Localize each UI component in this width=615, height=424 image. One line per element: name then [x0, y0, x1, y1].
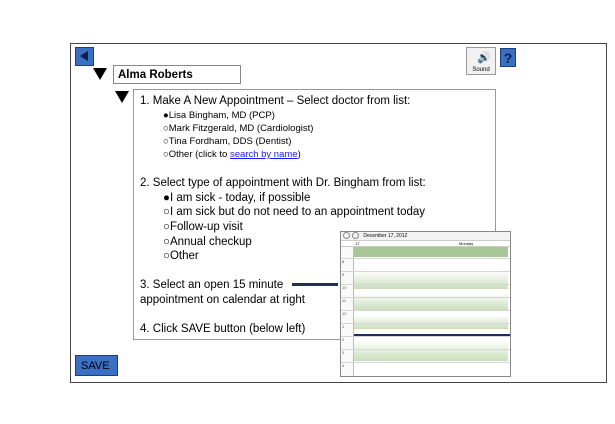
- radio-selected-icon: ●: [163, 110, 169, 121]
- speaker-icon: 🔊: [477, 52, 491, 64]
- hour-label: 11: [342, 298, 347, 303]
- hour-gridline: [341, 310, 510, 311]
- type-option-follow-up[interactable]: [163, 221, 243, 233]
- hour-label: 3: [342, 350, 345, 355]
- doctor-option-fitzgerald[interactable]: [163, 123, 313, 134]
- step-1-heading: 1. Make A New Appointment – Select doctor from list:: [140, 95, 411, 107]
- next-day-icon[interactable]: [352, 232, 359, 239]
- collapse-steps-triangle-icon[interactable]: [115, 91, 129, 103]
- type-label: Follow-up visit: [169, 221, 243, 233]
- type-option-other[interactable]: [163, 250, 199, 262]
- calendar-day-name: Monday: [459, 241, 474, 246]
- hour-gridline: [341, 258, 510, 259]
- step-4-heading: 4. Click SAVE button (below left): [140, 323, 306, 335]
- doctor-label: Tina Fordham, DDS (Dentist): [168, 136, 292, 147]
- other-label: ○Other (click to: [163, 149, 230, 160]
- collapse-patient-triangle-icon[interactable]: [93, 68, 107, 80]
- calendar-widget[interactable]: [340, 231, 511, 377]
- booked-slot[interactable]: [354, 247, 508, 257]
- hour-gridline: [341, 349, 510, 350]
- patient-name-field: Alma Roberts: [113, 65, 241, 84]
- hour-label: 9: [342, 272, 345, 277]
- booked-slot[interactable]: [354, 315, 508, 329]
- hour-gridline: [341, 323, 510, 324]
- radio-empty-icon: ○: [163, 206, 170, 218]
- booked-slot[interactable]: [354, 340, 508, 361]
- hour-gridline: [341, 284, 510, 285]
- type-label: I am sick but do not need to an appointment today: [169, 206, 426, 218]
- hour-label: 4: [342, 363, 345, 368]
- hour-label: 12: [342, 311, 347, 316]
- hour-gridline: [341, 336, 510, 337]
- calendar-date: December 17, 2012: [363, 233, 408, 239]
- sound-button[interactable]: [466, 47, 496, 75]
- radio-empty-icon: ○: [163, 250, 170, 262]
- prev-day-icon[interactable]: [343, 232, 350, 239]
- hour-label: 1: [342, 324, 345, 329]
- hour-gridline: [341, 271, 510, 272]
- back-arrow-icon[interactable]: [75, 47, 94, 66]
- radio-empty-icon: ○: [163, 236, 170, 248]
- doctor-label: Mark Fitzgerald, MD (Cardiologist): [168, 123, 314, 134]
- step-2-heading: 2. Select type of appointment with Dr. Bingham from list:: [140, 177, 426, 189]
- calendar-header: [341, 232, 510, 241]
- radio-empty-icon: ○: [163, 136, 169, 147]
- time-gutter: [341, 247, 354, 376]
- radio-selected-icon: ●: [163, 192, 170, 204]
- search-by-name-link[interactable]: search by name: [229, 149, 298, 160]
- booked-slot[interactable]: [354, 271, 508, 289]
- doctor-label: Lisa Bingham, MD (PCP): [168, 110, 275, 121]
- booked-slot[interactable]: [354, 293, 508, 310]
- type-option-annual-checkup[interactable]: [163, 236, 252, 248]
- hour-label: 10: [342, 285, 347, 290]
- pointer-line: [292, 283, 338, 286]
- hour-gridline: [341, 362, 510, 363]
- type-label: Annual checkup: [169, 236, 252, 248]
- type-option-sick-today[interactable]: [163, 192, 310, 204]
- calendar-day-number: 17: [355, 241, 360, 246]
- type-label: I am sick - today, if possible: [169, 192, 311, 204]
- save-button[interactable]: SAVE: [75, 355, 118, 376]
- type-label: Other: [169, 250, 199, 262]
- radio-empty-icon: ○: [163, 123, 169, 134]
- hour-label: 2: [342, 337, 345, 342]
- step-3-line-1: 3. Select an open 15 minute: [140, 279, 284, 291]
- doctor-option-bingham[interactable]: [163, 110, 275, 121]
- help-button[interactable]: ?: [500, 48, 516, 67]
- radio-empty-icon: ○: [163, 221, 170, 233]
- step-3-line-2: appointment on calendar at right: [140, 294, 305, 306]
- other-suffix: ): [297, 149, 301, 160]
- doctor-option-other[interactable]: [163, 149, 301, 160]
- hour-gridline: [341, 297, 510, 298]
- type-option-sick-not-today[interactable]: [163, 206, 425, 218]
- doctor-option-fordham[interactable]: [163, 136, 291, 147]
- hour-label: 8: [342, 259, 345, 264]
- sound-label: Sound: [472, 67, 490, 73]
